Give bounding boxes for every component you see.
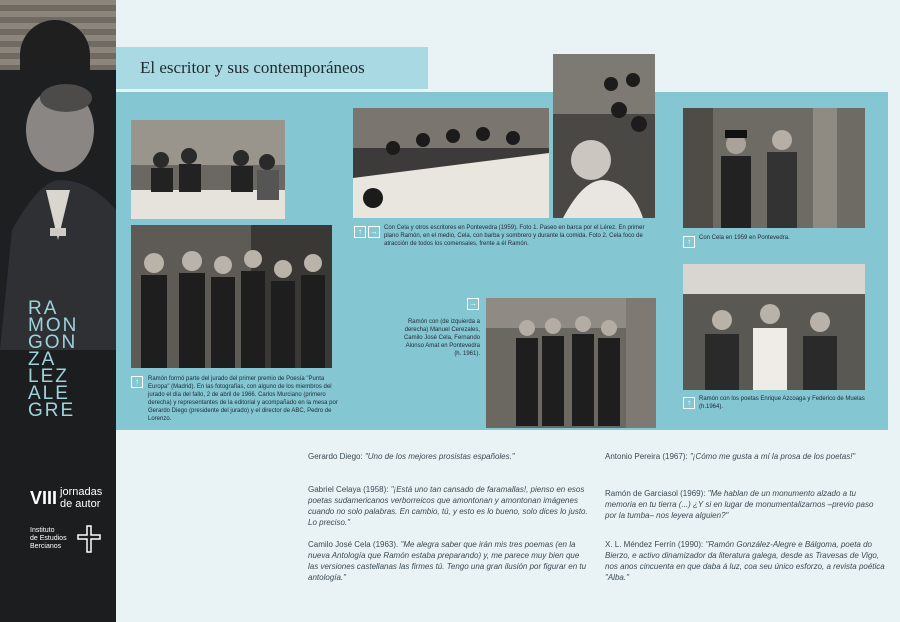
quote-cela (308, 539, 588, 583)
event-line1: jornadas (60, 486, 103, 498)
section-title-box (116, 47, 428, 89)
name-line: GRE (28, 400, 76, 421)
event-label (30, 486, 102, 510)
right-arrow-icon: → (469, 299, 477, 308)
caption-cela-1959: Con Cela en 1959 en Pontevedra. (699, 235, 790, 241)
quote-author: Camilo José Cela (1963). (308, 540, 399, 549)
quote-pereira (605, 451, 885, 462)
quote-author: Gerardo Diego: (308, 452, 363, 461)
quote-mendez-ferrin (605, 539, 885, 583)
photo-poets-1964 (683, 264, 865, 390)
photo-jury-table (131, 120, 285, 219)
quote-author: Antonio Pereira (1967): (605, 452, 688, 461)
name-line: ALE (28, 383, 70, 404)
quote-text: "Uno de los mejores prosistas españoles." (364, 452, 515, 461)
quote-author: Ramón de Garciasol (1969): (605, 489, 706, 498)
event-line2: de autor (60, 498, 101, 510)
quote-text: "Me alegra saber que irán mis tres poemas (en la nueva Antología que Ramón estaba preparando) y, me parece muy bien que las versiones castellanas las firmes tú. Tengo una gran ilusión por figurar en tu antología." (308, 540, 587, 582)
quote-diego (308, 451, 588, 462)
caption-group-1961: Ramón con (de izquierda a derecha) Manuel Cerezales, Camilo José Cela, Fernando Alonso Amat en Pontevedra (h. 1961). (403, 319, 480, 357)
caption-poets-1964: Ramón con los poetas Enrique Azcoaga y Federico de Muelas (h.1964). (699, 396, 865, 410)
name-line: MON (28, 315, 79, 336)
up-arrow-icon: ↑ (131, 376, 143, 388)
name-line: ZA (28, 349, 57, 370)
cross-logo-icon (76, 524, 102, 554)
quote-author: X. L. Méndez Ferrín (1990): (605, 540, 704, 549)
quote-text: "¡Cómo me gusta a mí la prosa de los poetas!" (689, 452, 856, 461)
name-line: GON (28, 332, 78, 353)
photo-with-cela-1959 (683, 108, 865, 228)
up-arrow-icon: ↑ (354, 226, 366, 238)
right-arrow-icon: → (370, 227, 378, 236)
up-arrow-icon: ↑ (683, 397, 695, 409)
left-panel (0, 0, 116, 622)
institute-line: Bercianos (30, 543, 62, 550)
institute-logo-text (30, 527, 74, 551)
quote-celaya (308, 484, 588, 528)
quote-text: "Me hablan de un monumento alzado a tu memoria en tu tierra (...) ¿Y si en lugar de monumentalizarnos –previo paso por la tumba– nos leyera alguien?" (605, 489, 874, 520)
photo-group-1961 (486, 298, 656, 428)
photo-jury-standing (131, 225, 332, 368)
quote-text: "Ramón González-Alegre e Bálgoma, poeta do Bierzo, e activo dinamizador da literatura galega, desde as Travesas de Vigo, nos anos cincuenta en que daba á luz, coa seu único esforzo, a revista poética "Alba." (605, 540, 885, 582)
event-number: VIII (30, 488, 58, 508)
institute-line: Instituto (30, 527, 55, 534)
name-line: LEZ (28, 366, 69, 387)
quote-text: "¡Está uno tan cansado de faramallas!, pienso en esos poetas sudamericanos verborreicos que amontonan y amontonan imágenes cuando no solo palabras. En cambio, tú, y esto es lo bueno, solo dices lo justo. Lo preciso." (308, 485, 588, 527)
author-name-logo (28, 300, 108, 419)
name-line: RA (28, 298, 59, 319)
page-title: El escritor y sus contemporáneos (140, 58, 365, 77)
photo-boat-ride (553, 54, 655, 218)
institute-line: de Estudios (30, 535, 67, 542)
quote-garciasol (605, 488, 885, 521)
photo-lunch-table (353, 108, 549, 218)
caption-boat: Con Cela y otros escritores en Pontevedra (1959). Foto 1. Paseo en barca por el Lérez. En primer plano Ramón, en el medio, Cela, con barba y sombrero y durante la comida. Foto 2. Cela foco de atracción de todos los comensales, frente a él Ramón. (384, 225, 645, 247)
caption-jury: Ramón formó parte del jurado del primer premio de Poesía "Punta Europa" (Madrid). En las fotografías, con alguno de los miembros del jurado el día del fallo, 2 de abril de 1966. Carlos Murciano (primero derecha) y representantes de la editorial y acompañado en la mesa por Gerardo Diego (presidente del jurado) y el director de ABC, Pedro de Lorenzo. (148, 376, 338, 422)
quote-author: Gabriel Celaya (1958): (308, 485, 389, 494)
up-arrow-icon: ↑ (683, 236, 695, 248)
